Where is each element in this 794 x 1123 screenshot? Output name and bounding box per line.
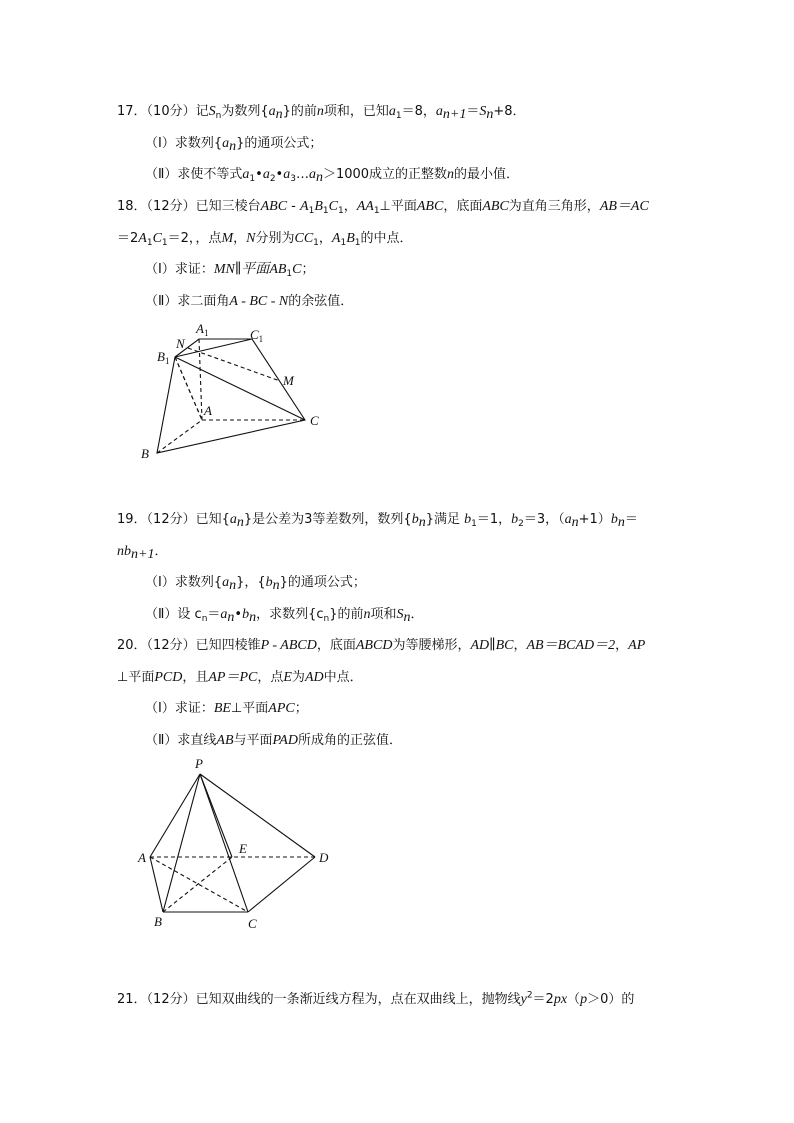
label-c1: $C_1$ — [250, 327, 264, 344]
edge-p-b — [163, 774, 200, 912]
q18-stem-line2: $=2A_1C_1=2$，，点M，N分别为$CC_1$，$A_1B_1$的中点． — [117, 231, 413, 248]
label-a1: $A_1$ — [196, 321, 209, 338]
label-a: A — [204, 403, 212, 418]
q19-stem-line2: $nb_{n+1}$． — [117, 544, 168, 562]
q18-stem: 18．（12分）已知三棱台ABC - $A_1B_1C_1$，$AA_1\perp$平面ABC，底面ABC为直角三角形，AB＝AC — [117, 199, 649, 216]
edge-p-d — [200, 774, 315, 857]
edge-p-e — [200, 774, 232, 857]
segment-b-e — [163, 857, 232, 912]
label-d: D — [319, 850, 329, 865]
q20-stem: 20．（12分）已知四棱锥P - ABCD，底面ABCD为等腰梯形，AD∥BC，AB＝BCAD＝2，AP — [117, 638, 646, 653]
q21-stem: 21．（12分）已知双曲线的一条渐近线方程为，点在双曲线上，抛物线$y^2=2px(p>0)$的 — [117, 990, 635, 1007]
q20-stem-line2: ⊥平面PCD，且AP＝PC，点E为AD中点． — [117, 670, 363, 685]
label-b: B — [141, 446, 149, 461]
edge-a-b — [150, 857, 163, 912]
q17-stem: 17．（10分）记$S_n$为数列$\{a_n\}$的前n项和，已知$a_1=8$，$a_{n+1}=S_n+8$． — [117, 104, 526, 122]
label-c: C — [248, 916, 257, 931]
q19-part2: （Ⅱ）设 $c_n=a_n•b_n$，求数列$\{c_n\}$的前n项和$S_n$． — [145, 607, 424, 625]
label-c: C — [310, 413, 319, 428]
edge-c-d — [248, 857, 315, 912]
q18-part2: （Ⅱ）求二面角A - BC - N的余弦值． — [145, 294, 354, 309]
edge-p-a — [150, 774, 200, 857]
label-e: E — [239, 841, 247, 856]
q20-part2: （Ⅱ）求直线AB与平面PAD所成角的正弦值． — [145, 733, 402, 748]
label-b: B — [154, 914, 162, 929]
label-a: A — [138, 850, 146, 865]
q17-part1: （Ⅰ）求数列$\{a_n\}$的通项公式； — [145, 136, 323, 154]
q18-part1: （Ⅰ）求证：MN∥平面$AB_1C$； — [145, 262, 315, 279]
label-p: P — [195, 756, 203, 771]
pyramid-edges — [150, 774, 315, 912]
label-n: N — [176, 336, 185, 351]
label-b1: $B_1$ — [157, 349, 170, 366]
q19-stem: 19．（12分）已知$\{a_n\}$是公差为3等差数列，数列$\{b_n\}$满足 $b_1=1$，$b_2=3$，$(a_n+1)b_n=$ — [117, 512, 638, 530]
q19-part1: （Ⅰ）求数列$\{a_n\}$，$\{b_n\}$的通项公式； — [145, 575, 366, 593]
q17-part2: （Ⅱ）求使不等式$a_1•a_2•a_3\dots a_n>1000$成立的正整数n的最小值． — [145, 167, 520, 185]
q20-part1: （Ⅰ）求证：BE⊥平面APC； — [145, 701, 308, 716]
label-m: M — [283, 373, 294, 388]
